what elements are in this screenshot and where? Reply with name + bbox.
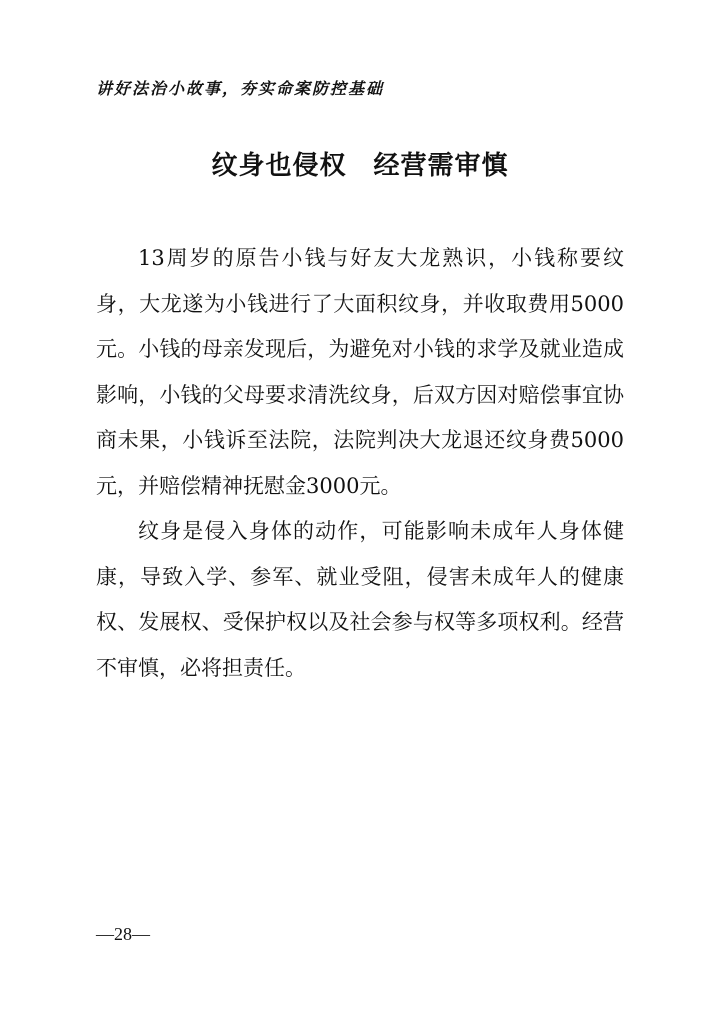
article-body bbox=[96, 236, 624, 691]
page-number: —28— bbox=[96, 924, 150, 944]
paragraph-2: 纹身是侵入身体的动作，可能影响未成年人身体健康，导致入学、参军、就业受阻，侵害未成年人的健康权、发展权、受保护权以及社会参与权等多项权利。经营不审慎，必将担责任。 bbox=[96, 519, 624, 680]
paragraph-1: 13周岁的原告小钱与好友大龙熟识，小钱称要纹身，大龙遂为小钱进行了大面积纹身，并收取费用5000元。小钱的母亲发现后，为避免对小钱的求学及就业造成影响，小钱的父母要求清洗纹身，后双方因对赔偿事宜协商未果，小钱诉至法院，法院判决大龙退还纹身费5000元，并赔偿精神抚慰金3000元。 bbox=[96, 246, 624, 498]
article-title: 纹身也侵权 经营需审慎 bbox=[211, 151, 509, 181]
running-header: 讲好法治小故事，夯实命案防控基础 bbox=[96, 79, 385, 98]
